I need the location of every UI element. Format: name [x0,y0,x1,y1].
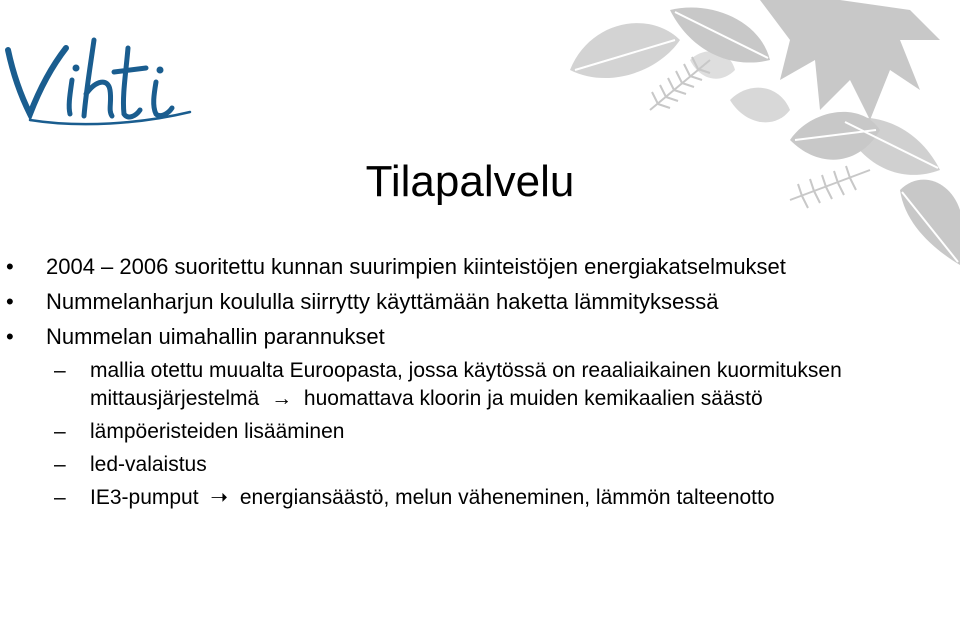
bullet-marker: • [6,289,14,314]
bullet-text: Nummelanharjun koululla siirrytty käyttämään haketta lämmityksessä [46,289,719,314]
sub-bullet-item [0,357,900,413]
sub-bullet-marker: – [54,453,66,476]
sub-bullet-text: huomattava kloorin ja muiden kemikaalien säästö [303,387,763,410]
bullet-list [0,252,900,517]
arrow-right-icon: → [271,387,293,410]
bullet-item [0,287,900,316]
bullet-marker: • [6,324,14,349]
sub-bullet-text: led-valaistus [90,453,207,476]
vihti-logo [0,28,200,138]
bullet-item [0,322,900,351]
vihti-logo-graphic [0,28,200,138]
sub-bullet-marker: – [54,420,66,443]
bullet-text: 2004 – 2006 suoritettu kunnan suurimpien kiinteistöjen energiakatselmukset [46,254,786,279]
bullet-item [0,252,900,281]
sub-bullet-text: lämpöeristeiden lisääminen [90,420,345,443]
arrow-right-icon: ➝ [210,486,229,509]
bullet-marker: • [6,254,14,279]
bullet-text: Nummelan uimahallin parannukset [46,324,385,349]
sub-bullet-item [0,484,900,512]
sub-bullet-text: IE3-pumput [90,486,199,509]
leaf-icon [540,0,960,270]
sub-bullet-item [0,418,900,446]
sub-bullet-text: energiansäästö, melun väheneminen, lämmön talteenotto [239,486,775,509]
leaf-decoration [540,0,960,270]
sub-bullet-marker: – [54,359,66,382]
sub-bullet-marker: – [54,486,66,509]
sub-bullet-text: mallia otettu muualta Euroopasta, jossa käytössä on reaaliaikainen kuormituksen mittausjärjestelmä [90,359,842,410]
sub-bullet-item [0,451,900,479]
slide-title: Tilapalvelu [365,157,575,206]
